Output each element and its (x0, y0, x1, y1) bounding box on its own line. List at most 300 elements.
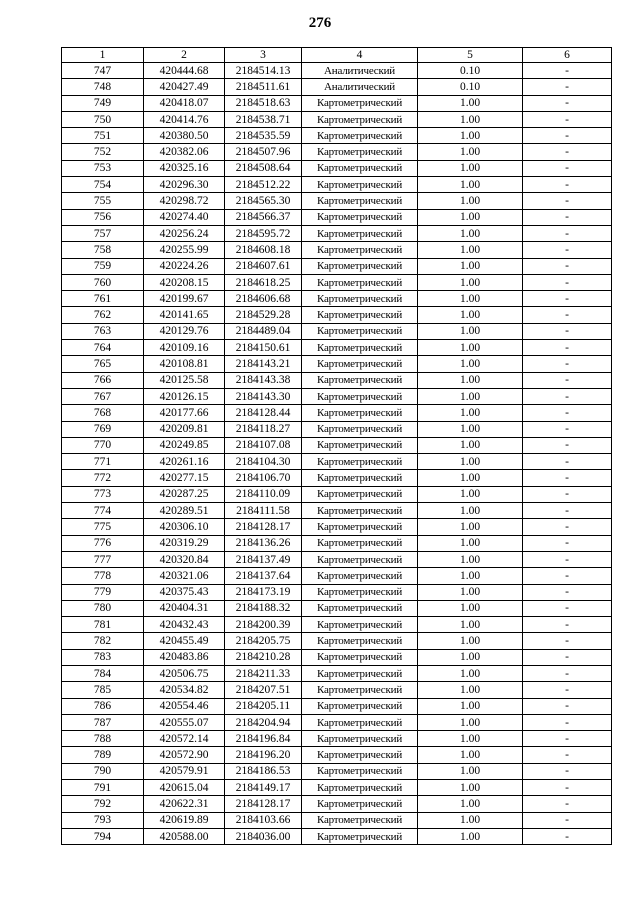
method-cell: Картометрический (302, 242, 418, 258)
note-cell: - (523, 486, 612, 502)
accuracy-cell: 1.00 (418, 682, 523, 698)
method-cell: Картометрический (302, 274, 418, 290)
note-cell: - (523, 600, 612, 616)
point-number-cell: 794 (62, 828, 144, 844)
table-row (62, 812, 612, 828)
y-coordinate-cell: 2184118.27 (225, 421, 302, 437)
point-number-cell: 765 (62, 356, 144, 372)
table-row (62, 323, 612, 339)
note-cell: - (523, 95, 612, 111)
note-cell: - (523, 405, 612, 421)
table-row (62, 535, 612, 551)
y-coordinate-cell: 2184104.30 (225, 454, 302, 470)
method-cell: Картометрический (302, 551, 418, 567)
method-cell: Картометрический (302, 144, 418, 160)
x-coordinate-cell: 420209.81 (144, 421, 225, 437)
method-cell: Картометрический (302, 405, 418, 421)
point-number-cell: 768 (62, 405, 144, 421)
accuracy-cell: 1.00 (418, 812, 523, 828)
note-cell: - (523, 649, 612, 665)
x-coordinate-cell: 420555.07 (144, 714, 225, 730)
method-cell: Картометрический (302, 323, 418, 339)
point-number-cell: 759 (62, 258, 144, 274)
point-number-cell: 782 (62, 633, 144, 649)
method-cell: Картометрический (302, 535, 418, 551)
note-cell: - (523, 568, 612, 584)
y-coordinate-cell: 2184128.17 (225, 519, 302, 535)
point-number-cell: 789 (62, 747, 144, 763)
note-cell: - (523, 144, 612, 160)
x-coordinate-cell: 420414.76 (144, 111, 225, 127)
accuracy-cell: 1.00 (418, 177, 523, 193)
note-cell: - (523, 812, 612, 828)
y-coordinate-cell: 2184188.32 (225, 600, 302, 616)
point-number-cell: 778 (62, 568, 144, 584)
point-number-cell: 792 (62, 796, 144, 812)
y-coordinate-cell: 2184106.70 (225, 470, 302, 486)
accuracy-cell: 1.00 (418, 209, 523, 225)
point-number-cell: 788 (62, 731, 144, 747)
y-coordinate-cell: 2184538.71 (225, 111, 302, 127)
y-coordinate-cell: 2184149.17 (225, 780, 302, 796)
accuracy-cell: 1.00 (418, 193, 523, 209)
accuracy-cell: 1.00 (418, 763, 523, 779)
y-coordinate-cell: 2184196.20 (225, 747, 302, 763)
table-row (62, 258, 612, 274)
x-coordinate-cell: 420256.24 (144, 225, 225, 241)
accuracy-cell: 1.00 (418, 714, 523, 730)
x-coordinate-cell: 420199.67 (144, 291, 225, 307)
x-coordinate-cell: 420249.85 (144, 437, 225, 453)
method-cell: Картометрический (302, 470, 418, 486)
method-cell: Картометрический (302, 828, 418, 844)
table-row (62, 242, 612, 258)
table-row (62, 177, 612, 193)
table-row (62, 437, 612, 453)
point-number-cell: 786 (62, 698, 144, 714)
method-cell: Картометрический (302, 225, 418, 241)
method-cell: Картометрический (302, 340, 418, 356)
x-coordinate-cell: 420108.81 (144, 356, 225, 372)
note-cell: - (523, 274, 612, 290)
x-coordinate-cell: 420255.99 (144, 242, 225, 258)
table-header (62, 48, 612, 63)
note-cell: - (523, 551, 612, 567)
method-cell: Картометрический (302, 486, 418, 502)
method-cell: Картометрический (302, 568, 418, 584)
note-cell: - (523, 584, 612, 600)
table-row (62, 356, 612, 372)
table-row (62, 682, 612, 698)
y-coordinate-cell: 2184036.00 (225, 828, 302, 844)
method-cell: Картометрический (302, 503, 418, 519)
method-cell: Картометрический (302, 388, 418, 404)
table-row (62, 649, 612, 665)
note-cell: - (523, 714, 612, 730)
point-number-cell: 779 (62, 584, 144, 600)
table-row (62, 665, 612, 681)
accuracy-cell: 1.00 (418, 225, 523, 241)
point-number-cell: 785 (62, 682, 144, 698)
note-cell: - (523, 225, 612, 241)
y-coordinate-cell: 2184200.39 (225, 617, 302, 633)
point-number-cell: 770 (62, 437, 144, 453)
header-cell-2: 2 (144, 48, 225, 63)
accuracy-cell: 1.00 (418, 486, 523, 502)
point-number-cell: 756 (62, 209, 144, 225)
accuracy-cell: 1.00 (418, 454, 523, 470)
note-cell: - (523, 535, 612, 551)
table-row (62, 600, 612, 616)
x-coordinate-cell: 420418.07 (144, 95, 225, 111)
accuracy-cell: 1.00 (418, 665, 523, 681)
y-coordinate-cell: 2184508.64 (225, 160, 302, 176)
y-coordinate-cell: 2184511.61 (225, 79, 302, 95)
x-coordinate-cell: 420534.82 (144, 682, 225, 698)
table-row (62, 372, 612, 388)
accuracy-cell: 1.00 (418, 568, 523, 584)
x-coordinate-cell: 420129.76 (144, 323, 225, 339)
x-coordinate-cell: 420554.46 (144, 698, 225, 714)
x-coordinate-cell: 420572.90 (144, 747, 225, 763)
x-coordinate-cell: 420261.16 (144, 454, 225, 470)
x-coordinate-cell: 420125.58 (144, 372, 225, 388)
point-number-cell: 767 (62, 388, 144, 404)
method-cell: Картометрический (302, 763, 418, 779)
y-coordinate-cell: 2184186.53 (225, 763, 302, 779)
header-cell-3: 3 (225, 48, 302, 63)
y-coordinate-cell: 2184143.21 (225, 356, 302, 372)
y-coordinate-cell: 2184606.68 (225, 291, 302, 307)
x-coordinate-cell: 420506.75 (144, 665, 225, 681)
x-coordinate-cell: 420404.31 (144, 600, 225, 616)
note-cell: - (523, 503, 612, 519)
accuracy-cell: 1.00 (418, 111, 523, 127)
note-cell: - (523, 828, 612, 844)
y-coordinate-cell: 2184607.61 (225, 258, 302, 274)
accuracy-cell: 1.00 (418, 519, 523, 535)
note-cell: - (523, 633, 612, 649)
y-coordinate-cell: 2184173.19 (225, 584, 302, 600)
table-row (62, 225, 612, 241)
table-row (62, 714, 612, 730)
y-coordinate-cell: 2184507.96 (225, 144, 302, 160)
point-number-cell: 776 (62, 535, 144, 551)
table-row (62, 340, 612, 356)
accuracy-cell: 1.00 (418, 584, 523, 600)
note-cell: - (523, 79, 612, 95)
y-coordinate-cell: 2184514.13 (225, 63, 302, 79)
method-cell: Картометрический (302, 519, 418, 535)
accuracy-cell: 1.00 (418, 600, 523, 616)
y-coordinate-cell: 2184128.44 (225, 405, 302, 421)
point-number-cell: 781 (62, 617, 144, 633)
x-coordinate-cell: 420320.84 (144, 551, 225, 567)
point-number-cell: 790 (62, 763, 144, 779)
note-cell: - (523, 356, 612, 372)
accuracy-cell: 1.00 (418, 535, 523, 551)
point-number-cell: 783 (62, 649, 144, 665)
accuracy-cell: 1.00 (418, 388, 523, 404)
method-cell: Картометрический (302, 731, 418, 747)
accuracy-cell: 1.00 (418, 503, 523, 519)
table-row (62, 193, 612, 209)
y-coordinate-cell: 2184103.66 (225, 812, 302, 828)
accuracy-cell: 1.00 (418, 144, 523, 160)
method-cell: Картометрический (302, 95, 418, 111)
x-coordinate-cell: 420572.14 (144, 731, 225, 747)
x-coordinate-cell: 420321.06 (144, 568, 225, 584)
point-number-cell: 787 (62, 714, 144, 730)
table-row (62, 421, 612, 437)
point-number-cell: 753 (62, 160, 144, 176)
note-cell: - (523, 372, 612, 388)
y-coordinate-cell: 2184608.18 (225, 242, 302, 258)
header-row (62, 48, 612, 63)
note-cell: - (523, 747, 612, 763)
x-coordinate-cell: 420141.65 (144, 307, 225, 323)
table-row (62, 731, 612, 747)
note-cell: - (523, 519, 612, 535)
x-coordinate-cell: 420109.16 (144, 340, 225, 356)
method-cell: Картометрический (302, 682, 418, 698)
x-coordinate-cell: 420296.30 (144, 177, 225, 193)
note-cell: - (523, 258, 612, 274)
method-cell: Картометрический (302, 209, 418, 225)
table-row (62, 780, 612, 796)
table-row (62, 828, 612, 844)
accuracy-cell: 1.00 (418, 242, 523, 258)
table-row (62, 160, 612, 176)
table-row (62, 617, 612, 633)
method-cell: Картометрический (302, 177, 418, 193)
accuracy-cell: 1.00 (418, 405, 523, 421)
x-coordinate-cell: 420287.25 (144, 486, 225, 502)
accuracy-cell: 1.00 (418, 421, 523, 437)
accuracy-cell: 1.00 (418, 780, 523, 796)
point-number-cell: 754 (62, 177, 144, 193)
accuracy-cell: 1.00 (418, 291, 523, 307)
y-coordinate-cell: 2184150.61 (225, 340, 302, 356)
point-number-cell: 784 (62, 665, 144, 681)
table-row (62, 128, 612, 144)
point-number-cell: 755 (62, 193, 144, 209)
accuracy-cell: 1.00 (418, 274, 523, 290)
point-number-cell: 763 (62, 323, 144, 339)
note-cell: - (523, 340, 612, 356)
table-row (62, 111, 612, 127)
table-row (62, 291, 612, 307)
method-cell: Картометрический (302, 111, 418, 127)
x-coordinate-cell: 420224.26 (144, 258, 225, 274)
point-number-cell: 760 (62, 274, 144, 290)
table-body (62, 63, 612, 845)
y-coordinate-cell: 2184111.58 (225, 503, 302, 519)
note-cell: - (523, 111, 612, 127)
y-coordinate-cell: 2184489.04 (225, 323, 302, 339)
table-row (62, 568, 612, 584)
table-row (62, 63, 612, 79)
table-row (62, 470, 612, 486)
accuracy-cell: 1.00 (418, 307, 523, 323)
coordinates-table (61, 47, 612, 845)
method-cell: Картометрический (302, 128, 418, 144)
method-cell: Картометрический (302, 780, 418, 796)
accuracy-cell: 1.00 (418, 95, 523, 111)
method-cell: Картометрический (302, 193, 418, 209)
method-cell: Аналитический (302, 63, 418, 79)
point-number-cell: 774 (62, 503, 144, 519)
y-coordinate-cell: 2184512.22 (225, 177, 302, 193)
note-cell: - (523, 665, 612, 681)
method-cell: Картометрический (302, 747, 418, 763)
x-coordinate-cell: 420455.49 (144, 633, 225, 649)
table-row (62, 486, 612, 502)
y-coordinate-cell: 2184110.09 (225, 486, 302, 502)
x-coordinate-cell: 420177.66 (144, 405, 225, 421)
x-coordinate-cell: 420208.15 (144, 274, 225, 290)
point-number-cell: 771 (62, 454, 144, 470)
note-cell: - (523, 421, 612, 437)
method-cell: Картометрический (302, 160, 418, 176)
x-coordinate-cell: 420615.04 (144, 780, 225, 796)
method-cell: Картометрический (302, 649, 418, 665)
x-coordinate-cell: 420319.29 (144, 535, 225, 551)
note-cell: - (523, 731, 612, 747)
note-cell: - (523, 763, 612, 779)
note-cell: - (523, 242, 612, 258)
point-number-cell: 762 (62, 307, 144, 323)
table-row (62, 388, 612, 404)
method-cell: Картометрический (302, 421, 418, 437)
y-coordinate-cell: 2184211.33 (225, 665, 302, 681)
accuracy-cell: 1.00 (418, 470, 523, 486)
y-coordinate-cell: 2184595.72 (225, 225, 302, 241)
method-cell: Картометрический (302, 454, 418, 470)
note-cell: - (523, 177, 612, 193)
table-row (62, 698, 612, 714)
method-cell: Картометрический (302, 584, 418, 600)
accuracy-cell: 1.00 (418, 340, 523, 356)
point-number-cell: 772 (62, 470, 144, 486)
point-number-cell: 764 (62, 340, 144, 356)
table-row (62, 519, 612, 535)
point-number-cell: 793 (62, 812, 144, 828)
table-row (62, 79, 612, 95)
method-cell: Картометрический (302, 698, 418, 714)
note-cell: - (523, 209, 612, 225)
method-cell: Картометрический (302, 617, 418, 633)
table-row (62, 747, 612, 763)
table-row (62, 405, 612, 421)
method-cell: Картометрический (302, 600, 418, 616)
point-number-cell: 791 (62, 780, 144, 796)
page-number: 276 (308, 15, 332, 31)
x-coordinate-cell: 420380.50 (144, 128, 225, 144)
accuracy-cell: 1.00 (418, 698, 523, 714)
method-cell: Картометрический (302, 796, 418, 812)
accuracy-cell: 1.00 (418, 828, 523, 844)
y-coordinate-cell: 2184137.64 (225, 568, 302, 584)
table-row (62, 209, 612, 225)
point-number-cell: 751 (62, 128, 144, 144)
y-coordinate-cell: 2184566.37 (225, 209, 302, 225)
x-coordinate-cell: 420277.15 (144, 470, 225, 486)
table-row (62, 584, 612, 600)
note-cell: - (523, 291, 612, 307)
x-coordinate-cell: 420382.06 (144, 144, 225, 160)
x-coordinate-cell: 420298.72 (144, 193, 225, 209)
method-cell: Аналитический (302, 79, 418, 95)
note-cell: - (523, 128, 612, 144)
x-coordinate-cell: 420483.86 (144, 649, 225, 665)
header-cell-1: 1 (62, 48, 144, 63)
y-coordinate-cell: 2184205.75 (225, 633, 302, 649)
y-coordinate-cell: 2184565.30 (225, 193, 302, 209)
accuracy-cell: 1.00 (418, 160, 523, 176)
note-cell: - (523, 307, 612, 323)
note-cell: - (523, 388, 612, 404)
note-cell: - (523, 193, 612, 209)
accuracy-cell: 1.00 (418, 372, 523, 388)
note-cell: - (523, 698, 612, 714)
table-row (62, 454, 612, 470)
y-coordinate-cell: 2184143.38 (225, 372, 302, 388)
table-row (62, 763, 612, 779)
accuracy-cell: 1.00 (418, 633, 523, 649)
accuracy-cell: 1.00 (418, 323, 523, 339)
x-coordinate-cell: 420432.43 (144, 617, 225, 633)
y-coordinate-cell: 2184618.25 (225, 274, 302, 290)
header-cell-6: 6 (523, 48, 612, 63)
note-cell: - (523, 323, 612, 339)
accuracy-cell: 1.00 (418, 747, 523, 763)
x-coordinate-cell: 420306.10 (144, 519, 225, 535)
accuracy-cell: 0.10 (418, 63, 523, 79)
note-cell: - (523, 617, 612, 633)
accuracy-cell: 1.00 (418, 437, 523, 453)
accuracy-cell: 1.00 (418, 356, 523, 372)
point-number-cell: 749 (62, 95, 144, 111)
point-number-cell: 766 (62, 372, 144, 388)
table-row (62, 274, 612, 290)
y-coordinate-cell: 2184137.49 (225, 551, 302, 567)
method-cell: Картометрический (302, 372, 418, 388)
x-coordinate-cell: 420444.68 (144, 63, 225, 79)
accuracy-cell: 1.00 (418, 617, 523, 633)
point-number-cell: 752 (62, 144, 144, 160)
y-coordinate-cell: 2184196.84 (225, 731, 302, 747)
x-coordinate-cell: 420274.40 (144, 209, 225, 225)
x-coordinate-cell: 420619.89 (144, 812, 225, 828)
table-row (62, 796, 612, 812)
y-coordinate-cell: 2184535.59 (225, 128, 302, 144)
note-cell: - (523, 796, 612, 812)
method-cell: Картометрический (302, 291, 418, 307)
method-cell: Картометрический (302, 665, 418, 681)
point-number-cell: 750 (62, 111, 144, 127)
point-number-cell: 775 (62, 519, 144, 535)
method-cell: Картометрический (302, 258, 418, 274)
x-coordinate-cell: 420588.00 (144, 828, 225, 844)
x-coordinate-cell: 420126.15 (144, 388, 225, 404)
method-cell: Картометрический (302, 812, 418, 828)
x-coordinate-cell: 420375.43 (144, 584, 225, 600)
point-number-cell: 769 (62, 421, 144, 437)
accuracy-cell: 0.10 (418, 79, 523, 95)
table-row (62, 633, 612, 649)
method-cell: Картометрический (302, 437, 418, 453)
